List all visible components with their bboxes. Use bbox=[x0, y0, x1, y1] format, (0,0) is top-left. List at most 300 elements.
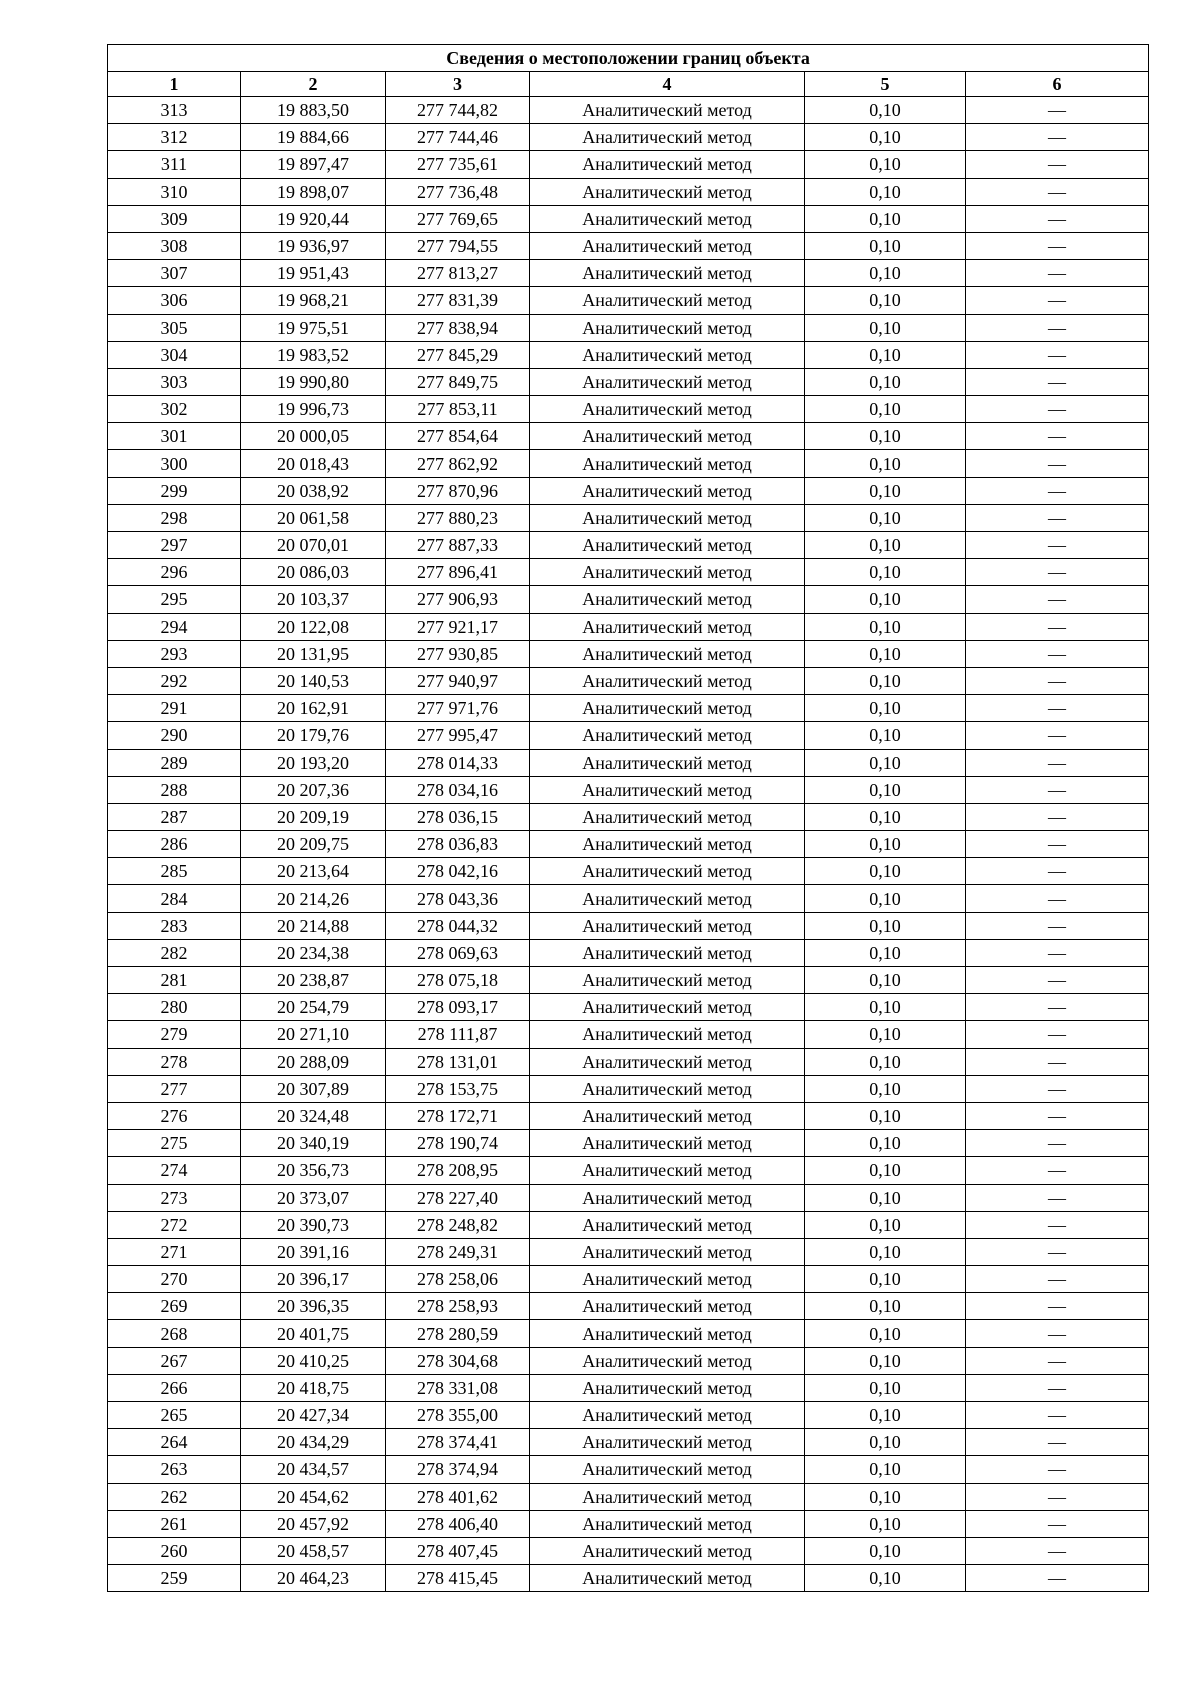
x-coordinate-cell: 20 207,36 bbox=[241, 776, 386, 803]
table-row bbox=[108, 1510, 1149, 1537]
point-number-cell: 306 bbox=[108, 287, 241, 314]
x-coordinate-cell: 19 884,66 bbox=[241, 124, 386, 151]
method-cell: Аналитический метод bbox=[530, 749, 805, 776]
method-cell: Аналитический метод bbox=[530, 1021, 805, 1048]
method-cell: Аналитический метод bbox=[530, 640, 805, 667]
point-number-cell: 274 bbox=[108, 1157, 241, 1184]
table-title: Сведения о местоположении границ объекта bbox=[108, 45, 1149, 72]
method-cell: Аналитический метод bbox=[530, 1429, 805, 1456]
x-coordinate-cell: 20 324,48 bbox=[241, 1102, 386, 1129]
description-cell: — bbox=[966, 559, 1149, 586]
x-coordinate-cell: 20 103,37 bbox=[241, 586, 386, 613]
y-coordinate-cell: 277 995,47 bbox=[386, 722, 530, 749]
description-cell: — bbox=[966, 97, 1149, 124]
y-coordinate-cell: 277 854,64 bbox=[386, 423, 530, 450]
x-coordinate-cell: 20 340,19 bbox=[241, 1130, 386, 1157]
y-coordinate-cell: 278 172,71 bbox=[386, 1102, 530, 1129]
boundary-coordinates-table bbox=[107, 44, 1149, 1592]
description-cell: — bbox=[966, 994, 1149, 1021]
x-coordinate-cell: 20 214,88 bbox=[241, 912, 386, 939]
description-cell: — bbox=[966, 1510, 1149, 1537]
table-row bbox=[108, 613, 1149, 640]
method-cell: Аналитический метод bbox=[530, 559, 805, 586]
table-row bbox=[108, 423, 1149, 450]
method-cell: Аналитический метод bbox=[530, 232, 805, 259]
accuracy-cell: 0,10 bbox=[805, 559, 966, 586]
y-coordinate-cell: 278 093,17 bbox=[386, 994, 530, 1021]
table-title-row bbox=[108, 45, 1149, 72]
point-number-cell: 283 bbox=[108, 912, 241, 939]
y-coordinate-cell: 277 906,93 bbox=[386, 586, 530, 613]
accuracy-cell: 0,10 bbox=[805, 1293, 966, 1320]
description-cell: — bbox=[966, 423, 1149, 450]
description-cell: — bbox=[966, 776, 1149, 803]
method-cell: Аналитический метод bbox=[530, 341, 805, 368]
x-coordinate-cell: 20 454,62 bbox=[241, 1483, 386, 1510]
x-coordinate-cell: 20 427,34 bbox=[241, 1402, 386, 1429]
description-cell: — bbox=[966, 912, 1149, 939]
description-cell: — bbox=[966, 1266, 1149, 1293]
x-coordinate-cell: 20 086,03 bbox=[241, 559, 386, 586]
column-header: 2 bbox=[241, 72, 386, 97]
accuracy-cell: 0,10 bbox=[805, 532, 966, 559]
description-cell: — bbox=[966, 1048, 1149, 1075]
description-cell: — bbox=[966, 1184, 1149, 1211]
y-coordinate-cell: 277 849,75 bbox=[386, 368, 530, 395]
y-coordinate-cell: 278 044,32 bbox=[386, 912, 530, 939]
method-cell: Аналитический метод bbox=[530, 1374, 805, 1401]
point-number-cell: 304 bbox=[108, 341, 241, 368]
accuracy-cell: 0,10 bbox=[805, 1238, 966, 1265]
table-row bbox=[108, 287, 1149, 314]
accuracy-cell: 0,10 bbox=[805, 504, 966, 531]
point-number-cell: 313 bbox=[108, 97, 241, 124]
description-cell: — bbox=[966, 532, 1149, 559]
table-row bbox=[108, 803, 1149, 830]
y-coordinate-cell: 278 190,74 bbox=[386, 1130, 530, 1157]
description-cell: — bbox=[966, 967, 1149, 994]
y-coordinate-cell: 277 921,17 bbox=[386, 613, 530, 640]
method-cell: Аналитический метод bbox=[530, 586, 805, 613]
method-cell: Аналитический метод bbox=[530, 1211, 805, 1238]
description-cell: — bbox=[966, 1075, 1149, 1102]
y-coordinate-cell: 277 838,94 bbox=[386, 314, 530, 341]
table-row bbox=[108, 1266, 1149, 1293]
table-row bbox=[108, 124, 1149, 151]
table-row bbox=[108, 1238, 1149, 1265]
x-coordinate-cell: 20 254,79 bbox=[241, 994, 386, 1021]
point-number-cell: 297 bbox=[108, 532, 241, 559]
y-coordinate-cell: 277 880,23 bbox=[386, 504, 530, 531]
table-row bbox=[108, 858, 1149, 885]
x-coordinate-cell: 20 458,57 bbox=[241, 1537, 386, 1564]
method-cell: Аналитический метод bbox=[530, 803, 805, 830]
x-coordinate-cell: 19 898,07 bbox=[241, 178, 386, 205]
point-number-cell: 294 bbox=[108, 613, 241, 640]
accuracy-cell: 0,10 bbox=[805, 1429, 966, 1456]
accuracy-cell: 0,10 bbox=[805, 1021, 966, 1048]
description-cell: — bbox=[966, 504, 1149, 531]
table-row bbox=[108, 504, 1149, 531]
x-coordinate-cell: 19 996,73 bbox=[241, 396, 386, 423]
table-row bbox=[108, 1537, 1149, 1564]
table-row bbox=[108, 368, 1149, 395]
x-coordinate-cell: 20 396,17 bbox=[241, 1266, 386, 1293]
x-coordinate-cell: 20 209,19 bbox=[241, 803, 386, 830]
table-row bbox=[108, 885, 1149, 912]
x-coordinate-cell: 19 920,44 bbox=[241, 205, 386, 232]
point-number-cell: 311 bbox=[108, 151, 241, 178]
point-number-cell: 262 bbox=[108, 1483, 241, 1510]
x-coordinate-cell: 20 464,23 bbox=[241, 1565, 386, 1592]
x-coordinate-cell: 20 140,53 bbox=[241, 667, 386, 694]
column-header: 4 bbox=[530, 72, 805, 97]
description-cell: — bbox=[966, 1456, 1149, 1483]
y-coordinate-cell: 278 248,82 bbox=[386, 1211, 530, 1238]
method-cell: Аналитический метод bbox=[530, 1483, 805, 1510]
description-cell: — bbox=[966, 667, 1149, 694]
table-row bbox=[108, 1429, 1149, 1456]
x-coordinate-cell: 20 391,16 bbox=[241, 1238, 386, 1265]
method-cell: Аналитический метод bbox=[530, 667, 805, 694]
point-number-cell: 264 bbox=[108, 1429, 241, 1456]
y-coordinate-cell: 277 845,29 bbox=[386, 341, 530, 368]
table-row bbox=[108, 1130, 1149, 1157]
point-number-cell: 301 bbox=[108, 423, 241, 450]
y-coordinate-cell: 278 407,45 bbox=[386, 1537, 530, 1564]
y-coordinate-cell: 277 813,27 bbox=[386, 260, 530, 287]
description-cell: — bbox=[966, 1021, 1149, 1048]
method-cell: Аналитический метод bbox=[530, 1402, 805, 1429]
accuracy-cell: 0,10 bbox=[805, 1266, 966, 1293]
accuracy-cell: 0,10 bbox=[805, 341, 966, 368]
point-number-cell: 290 bbox=[108, 722, 241, 749]
x-coordinate-cell: 19 990,80 bbox=[241, 368, 386, 395]
accuracy-cell: 0,10 bbox=[805, 885, 966, 912]
accuracy-cell: 0,10 bbox=[805, 858, 966, 885]
x-coordinate-cell: 19 983,52 bbox=[241, 341, 386, 368]
description-cell: — bbox=[966, 368, 1149, 395]
column-header: 6 bbox=[966, 72, 1149, 97]
x-coordinate-cell: 20 288,09 bbox=[241, 1048, 386, 1075]
point-number-cell: 267 bbox=[108, 1347, 241, 1374]
accuracy-cell: 0,10 bbox=[805, 695, 966, 722]
x-coordinate-cell: 20 238,87 bbox=[241, 967, 386, 994]
x-coordinate-cell: 19 883,50 bbox=[241, 97, 386, 124]
method-cell: Аналитический метод bbox=[530, 124, 805, 151]
point-number-cell: 303 bbox=[108, 368, 241, 395]
x-coordinate-cell: 20 018,43 bbox=[241, 450, 386, 477]
table-row bbox=[108, 912, 1149, 939]
point-number-cell: 263 bbox=[108, 1456, 241, 1483]
x-coordinate-cell: 20 410,25 bbox=[241, 1347, 386, 1374]
y-coordinate-cell: 278 014,33 bbox=[386, 749, 530, 776]
y-coordinate-cell: 278 355,00 bbox=[386, 1402, 530, 1429]
y-coordinate-cell: 278 280,59 bbox=[386, 1320, 530, 1347]
point-number-cell: 266 bbox=[108, 1374, 241, 1401]
x-coordinate-cell: 19 975,51 bbox=[241, 314, 386, 341]
table-row bbox=[108, 232, 1149, 259]
method-cell: Аналитический метод bbox=[530, 967, 805, 994]
description-cell: — bbox=[966, 1102, 1149, 1129]
description-cell: — bbox=[966, 1483, 1149, 1510]
accuracy-cell: 0,10 bbox=[805, 124, 966, 151]
table-row bbox=[108, 1347, 1149, 1374]
description-cell: — bbox=[966, 232, 1149, 259]
table-row bbox=[108, 1075, 1149, 1102]
accuracy-cell: 0,10 bbox=[805, 722, 966, 749]
accuracy-cell: 0,10 bbox=[805, 1075, 966, 1102]
accuracy-cell: 0,10 bbox=[805, 613, 966, 640]
method-cell: Аналитический метод bbox=[530, 1456, 805, 1483]
method-cell: Аналитический метод bbox=[530, 885, 805, 912]
table-row bbox=[108, 1021, 1149, 1048]
point-number-cell: 280 bbox=[108, 994, 241, 1021]
table-row bbox=[108, 1374, 1149, 1401]
accuracy-cell: 0,10 bbox=[805, 912, 966, 939]
x-coordinate-cell: 20 122,08 bbox=[241, 613, 386, 640]
method-cell: Аналитический метод bbox=[530, 504, 805, 531]
point-number-cell: 270 bbox=[108, 1266, 241, 1293]
x-coordinate-cell: 20 000,05 bbox=[241, 423, 386, 450]
accuracy-cell: 0,10 bbox=[805, 1537, 966, 1564]
y-coordinate-cell: 277 853,11 bbox=[386, 396, 530, 423]
accuracy-cell: 0,10 bbox=[805, 1102, 966, 1129]
point-number-cell: 261 bbox=[108, 1510, 241, 1537]
y-coordinate-cell: 278 042,16 bbox=[386, 858, 530, 885]
method-cell: Аналитический метод bbox=[530, 97, 805, 124]
description-cell: — bbox=[966, 1565, 1149, 1592]
table-row bbox=[108, 1184, 1149, 1211]
accuracy-cell: 0,10 bbox=[805, 477, 966, 504]
point-number-cell: 308 bbox=[108, 232, 241, 259]
description-cell: — bbox=[966, 314, 1149, 341]
column-header: 3 bbox=[386, 72, 530, 97]
description-cell: — bbox=[966, 1537, 1149, 1564]
method-cell: Аналитический метод bbox=[530, 1157, 805, 1184]
table-row bbox=[108, 967, 1149, 994]
column-header-row bbox=[108, 72, 1149, 97]
column-header: 5 bbox=[805, 72, 966, 97]
table-row bbox=[108, 532, 1149, 559]
x-coordinate-cell: 20 401,75 bbox=[241, 1320, 386, 1347]
table-row bbox=[108, 776, 1149, 803]
accuracy-cell: 0,10 bbox=[805, 667, 966, 694]
description-cell: — bbox=[966, 1374, 1149, 1401]
method-cell: Аналитический метод bbox=[530, 260, 805, 287]
accuracy-cell: 0,10 bbox=[805, 1347, 966, 1374]
description-cell: — bbox=[966, 885, 1149, 912]
description-cell: — bbox=[966, 722, 1149, 749]
x-coordinate-cell: 19 936,97 bbox=[241, 232, 386, 259]
point-number-cell: 295 bbox=[108, 586, 241, 613]
method-cell: Аналитический метод bbox=[530, 613, 805, 640]
table-row bbox=[108, 559, 1149, 586]
table-row bbox=[108, 1102, 1149, 1129]
description-cell: — bbox=[966, 749, 1149, 776]
method-cell: Аналитический метод bbox=[530, 776, 805, 803]
accuracy-cell: 0,10 bbox=[805, 287, 966, 314]
method-cell: Аналитический метод bbox=[530, 1102, 805, 1129]
accuracy-cell: 0,10 bbox=[805, 1130, 966, 1157]
point-number-cell: 275 bbox=[108, 1130, 241, 1157]
table-row bbox=[108, 667, 1149, 694]
x-coordinate-cell: 19 897,47 bbox=[241, 151, 386, 178]
x-coordinate-cell: 20 373,07 bbox=[241, 1184, 386, 1211]
accuracy-cell: 0,10 bbox=[805, 939, 966, 966]
point-number-cell: 278 bbox=[108, 1048, 241, 1075]
y-coordinate-cell: 277 736,48 bbox=[386, 178, 530, 205]
table-row bbox=[108, 178, 1149, 205]
y-coordinate-cell: 278 043,36 bbox=[386, 885, 530, 912]
method-cell: Аналитический метод bbox=[530, 178, 805, 205]
y-coordinate-cell: 277 862,92 bbox=[386, 450, 530, 477]
description-cell: — bbox=[966, 450, 1149, 477]
method-cell: Аналитический метод bbox=[530, 939, 805, 966]
description-cell: — bbox=[966, 1157, 1149, 1184]
accuracy-cell: 0,10 bbox=[805, 232, 966, 259]
table-row bbox=[108, 1048, 1149, 1075]
y-coordinate-cell: 278 304,68 bbox=[386, 1347, 530, 1374]
x-coordinate-cell: 20 457,92 bbox=[241, 1510, 386, 1537]
point-number-cell: 298 bbox=[108, 504, 241, 531]
y-coordinate-cell: 278 036,83 bbox=[386, 831, 530, 858]
description-cell: — bbox=[966, 1238, 1149, 1265]
method-cell: Аналитический метод bbox=[530, 1537, 805, 1564]
method-cell: Аналитический метод bbox=[530, 287, 805, 314]
column-header: 1 bbox=[108, 72, 241, 97]
point-number-cell: 286 bbox=[108, 831, 241, 858]
accuracy-cell: 0,10 bbox=[805, 1483, 966, 1510]
table-row bbox=[108, 749, 1149, 776]
x-coordinate-cell: 20 307,89 bbox=[241, 1075, 386, 1102]
point-number-cell: 259 bbox=[108, 1565, 241, 1592]
y-coordinate-cell: 277 769,65 bbox=[386, 205, 530, 232]
accuracy-cell: 0,10 bbox=[805, 586, 966, 613]
x-coordinate-cell: 20 356,73 bbox=[241, 1157, 386, 1184]
table-row bbox=[108, 450, 1149, 477]
x-coordinate-cell: 20 131,95 bbox=[241, 640, 386, 667]
accuracy-cell: 0,10 bbox=[805, 1184, 966, 1211]
description-cell: — bbox=[966, 477, 1149, 504]
x-coordinate-cell: 20 038,92 bbox=[241, 477, 386, 504]
description-cell: — bbox=[966, 695, 1149, 722]
method-cell: Аналитический метод bbox=[530, 1075, 805, 1102]
point-number-cell: 288 bbox=[108, 776, 241, 803]
description-cell: — bbox=[966, 1320, 1149, 1347]
y-coordinate-cell: 278 258,93 bbox=[386, 1293, 530, 1320]
description-cell: — bbox=[966, 939, 1149, 966]
y-coordinate-cell: 277 896,41 bbox=[386, 559, 530, 586]
y-coordinate-cell: 278 258,06 bbox=[386, 1266, 530, 1293]
accuracy-cell: 0,10 bbox=[805, 1456, 966, 1483]
description-cell: — bbox=[966, 613, 1149, 640]
table-row bbox=[108, 1320, 1149, 1347]
description-cell: — bbox=[966, 640, 1149, 667]
y-coordinate-cell: 278 415,45 bbox=[386, 1565, 530, 1592]
method-cell: Аналитический метод bbox=[530, 368, 805, 395]
y-coordinate-cell: 277 735,61 bbox=[386, 151, 530, 178]
description-cell: — bbox=[966, 151, 1149, 178]
accuracy-cell: 0,10 bbox=[805, 1565, 966, 1592]
y-coordinate-cell: 277 870,96 bbox=[386, 477, 530, 504]
point-number-cell: 293 bbox=[108, 640, 241, 667]
accuracy-cell: 0,10 bbox=[805, 831, 966, 858]
method-cell: Аналитический метод bbox=[530, 912, 805, 939]
point-number-cell: 285 bbox=[108, 858, 241, 885]
table-row bbox=[108, 831, 1149, 858]
table-row bbox=[108, 722, 1149, 749]
method-cell: Аналитический метод bbox=[530, 1510, 805, 1537]
x-coordinate-cell: 20 209,75 bbox=[241, 831, 386, 858]
point-number-cell: 299 bbox=[108, 477, 241, 504]
y-coordinate-cell: 278 331,08 bbox=[386, 1374, 530, 1401]
accuracy-cell: 0,10 bbox=[805, 151, 966, 178]
point-number-cell: 271 bbox=[108, 1238, 241, 1265]
table-row bbox=[108, 97, 1149, 124]
table-row bbox=[108, 994, 1149, 1021]
description-cell: — bbox=[966, 858, 1149, 885]
point-number-cell: 291 bbox=[108, 695, 241, 722]
description-cell: — bbox=[966, 1402, 1149, 1429]
method-cell: Аналитический метод bbox=[530, 1238, 805, 1265]
method-cell: Аналитический метод bbox=[530, 1565, 805, 1592]
table-row bbox=[108, 396, 1149, 423]
method-cell: Аналитический метод bbox=[530, 994, 805, 1021]
description-cell: — bbox=[966, 205, 1149, 232]
point-number-cell: 279 bbox=[108, 1021, 241, 1048]
description-cell: — bbox=[966, 831, 1149, 858]
y-coordinate-cell: 278 227,40 bbox=[386, 1184, 530, 1211]
table-row bbox=[108, 1402, 1149, 1429]
table-row bbox=[108, 1157, 1149, 1184]
point-number-cell: 282 bbox=[108, 939, 241, 966]
accuracy-cell: 0,10 bbox=[805, 749, 966, 776]
accuracy-cell: 0,10 bbox=[805, 776, 966, 803]
x-coordinate-cell: 20 214,26 bbox=[241, 885, 386, 912]
method-cell: Аналитический метод bbox=[530, 858, 805, 885]
point-number-cell: 281 bbox=[108, 967, 241, 994]
table-row bbox=[108, 695, 1149, 722]
table-row bbox=[108, 260, 1149, 287]
x-coordinate-cell: 20 061,58 bbox=[241, 504, 386, 531]
description-cell: — bbox=[966, 586, 1149, 613]
table-row bbox=[108, 205, 1149, 232]
point-number-cell: 312 bbox=[108, 124, 241, 151]
y-coordinate-cell: 277 887,33 bbox=[386, 532, 530, 559]
x-coordinate-cell: 20 434,57 bbox=[241, 1456, 386, 1483]
accuracy-cell: 0,10 bbox=[805, 803, 966, 830]
y-coordinate-cell: 278 075,18 bbox=[386, 967, 530, 994]
y-coordinate-cell: 278 153,75 bbox=[386, 1075, 530, 1102]
point-number-cell: 289 bbox=[108, 749, 241, 776]
method-cell: Аналитический метод bbox=[530, 831, 805, 858]
table-row bbox=[108, 1293, 1149, 1320]
y-coordinate-cell: 277 971,76 bbox=[386, 695, 530, 722]
point-number-cell: 268 bbox=[108, 1320, 241, 1347]
point-number-cell: 273 bbox=[108, 1184, 241, 1211]
accuracy-cell: 0,10 bbox=[805, 178, 966, 205]
table-row bbox=[108, 151, 1149, 178]
accuracy-cell: 0,10 bbox=[805, 1374, 966, 1401]
point-number-cell: 310 bbox=[108, 178, 241, 205]
method-cell: Аналитический метод bbox=[530, 1266, 805, 1293]
table-row bbox=[108, 1456, 1149, 1483]
y-coordinate-cell: 277 794,55 bbox=[386, 232, 530, 259]
accuracy-cell: 0,10 bbox=[805, 450, 966, 477]
y-coordinate-cell: 278 374,41 bbox=[386, 1429, 530, 1456]
y-coordinate-cell: 278 401,62 bbox=[386, 1483, 530, 1510]
